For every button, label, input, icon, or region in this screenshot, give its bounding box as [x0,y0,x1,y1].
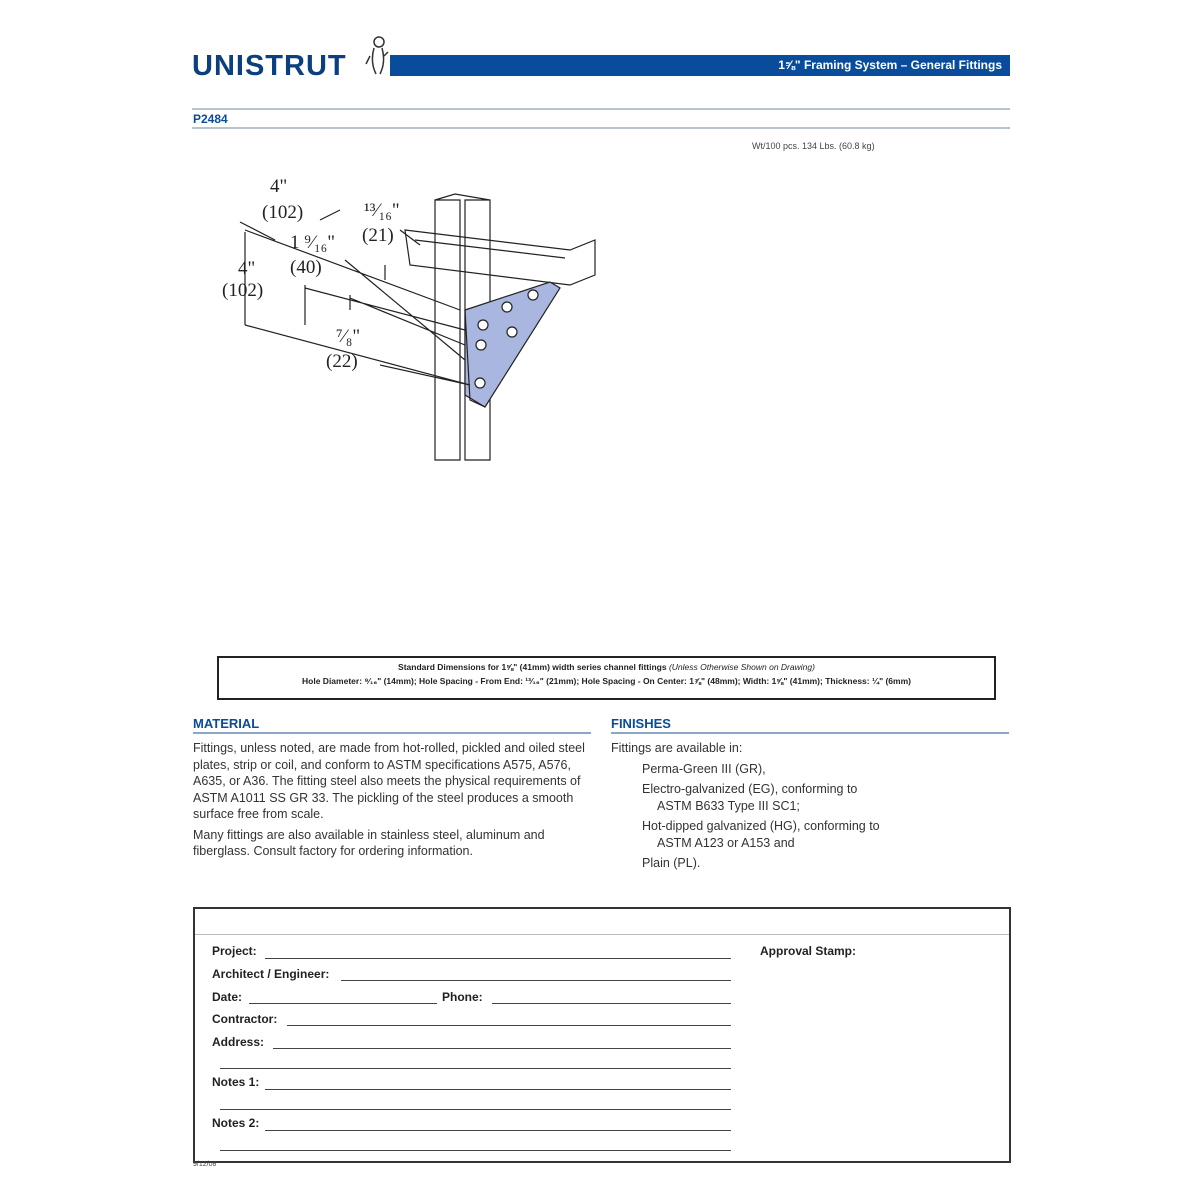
standard-dimensions-box [217,656,996,700]
part-weight: Wt/100 pcs. 134 Lbs. (60.8 kg) [752,141,875,151]
dim-width-inch: 4" [270,176,288,197]
version-date: 9/12/08 [193,1161,217,1168]
dim-edge-inch: ¹³⁄₁₆" [364,200,400,221]
material-paragraph-1: Fittings, unless noted, are made from hot-rolled, pickled and oiled steel plates, strip or coil, and conform to ASTM specifications A575, A576, A635, or A36. The fitting steel also meets the physical requirements of ASTM A1011 SS GR 33. The pickling of the steel produces a smooth surface free from scale. [193,741,585,821]
standard-note: (Unless Otherwise Shown on Drawing) [668,662,815,672]
address-field[interactable] [273,1048,731,1049]
finish-item: ASTM B633 Type III SC1; [657,798,800,813]
standard-specs: Hole Diameter: ⁹⁄₁₆" (14mm); Hole Spacing - From End: ¹³⁄₁₆" (21mm); Hole Spacing - On Center: 1⅞" (48mm); Width: 1⅝" (41mm); Thickness: ¼" (6mm) [302,676,911,686]
header-banner [390,55,1010,76]
phone-label: Phone: [442,990,483,1004]
dim-height-mm: (102) [222,280,264,301]
finishes-intro: Fittings are available in: [611,741,743,755]
finish-item: Perma-Green III (GR), [642,761,766,776]
address-label: Address: [212,1035,265,1049]
date-field[interactable] [249,1003,437,1004]
contractor-field[interactable] [287,1025,731,1026]
address-field-line-2[interactable] [220,1068,731,1069]
dim-edge-mm: (21) [362,225,394,246]
date-label: Date: [212,990,243,1004]
unistrut-logo: UNISTRUT [192,50,347,82]
material-section [193,716,593,860]
dim-spacing-inch: 1 ⁹⁄₁₆" [290,232,336,253]
project-field[interactable] [265,958,731,959]
divider [192,127,1010,129]
notes1-field-line-2[interactable] [220,1109,731,1110]
material-paragraph-2: Many fittings are also available in stainless steel, aluminum and fiberglass. Consult factory for ordering information. [193,827,545,858]
notes1-label: Notes 1: [212,1075,260,1089]
notes1-field[interactable] [265,1089,731,1090]
notes2-label: Notes 2: [212,1116,260,1130]
divider [192,108,1010,110]
divider [195,934,1009,935]
notes2-field[interactable] [265,1130,731,1131]
finish-item: Hot-dipped galvanized (HG), conforming to [642,819,880,833]
phone-field[interactable] [492,1003,731,1004]
approval-form [193,907,1011,1163]
banner-title: 1⅝" Framing System – General Fittings [778,58,1002,72]
dim-hole-inch: ⁷⁄₈" [336,326,361,347]
dim-spacing-mm: (40) [290,257,322,278]
architect-field[interactable] [341,980,731,981]
material-heading: MATERIAL [193,716,591,734]
part-number: P2484 [193,112,228,126]
dim-width-mm: (102) [262,202,304,223]
finishes-heading: FINISHES [611,716,1009,734]
finish-item: ASTM A123 or A153 and [657,835,795,850]
finish-item: Electro-galvanized (EG), conforming to [642,782,858,796]
dim-hole-mm: (22) [326,351,358,372]
project-label: Project: [212,944,257,958]
dim-height-inch: 4" [238,258,256,279]
standard-title: Standard Dimensions for 1⅝" (41mm) width series channel fittings [398,662,667,672]
notes2-field-line-2[interactable] [220,1150,731,1151]
architect-label: Architect / Engineer: [212,967,330,981]
contractor-label: Contractor: [212,1012,278,1026]
finishes-section [611,716,1009,872]
finish-item: Plain (PL). [642,856,701,870]
mascot-logo-icon [364,34,390,80]
approval-stamp-label: Approval Stamp: [760,944,857,958]
